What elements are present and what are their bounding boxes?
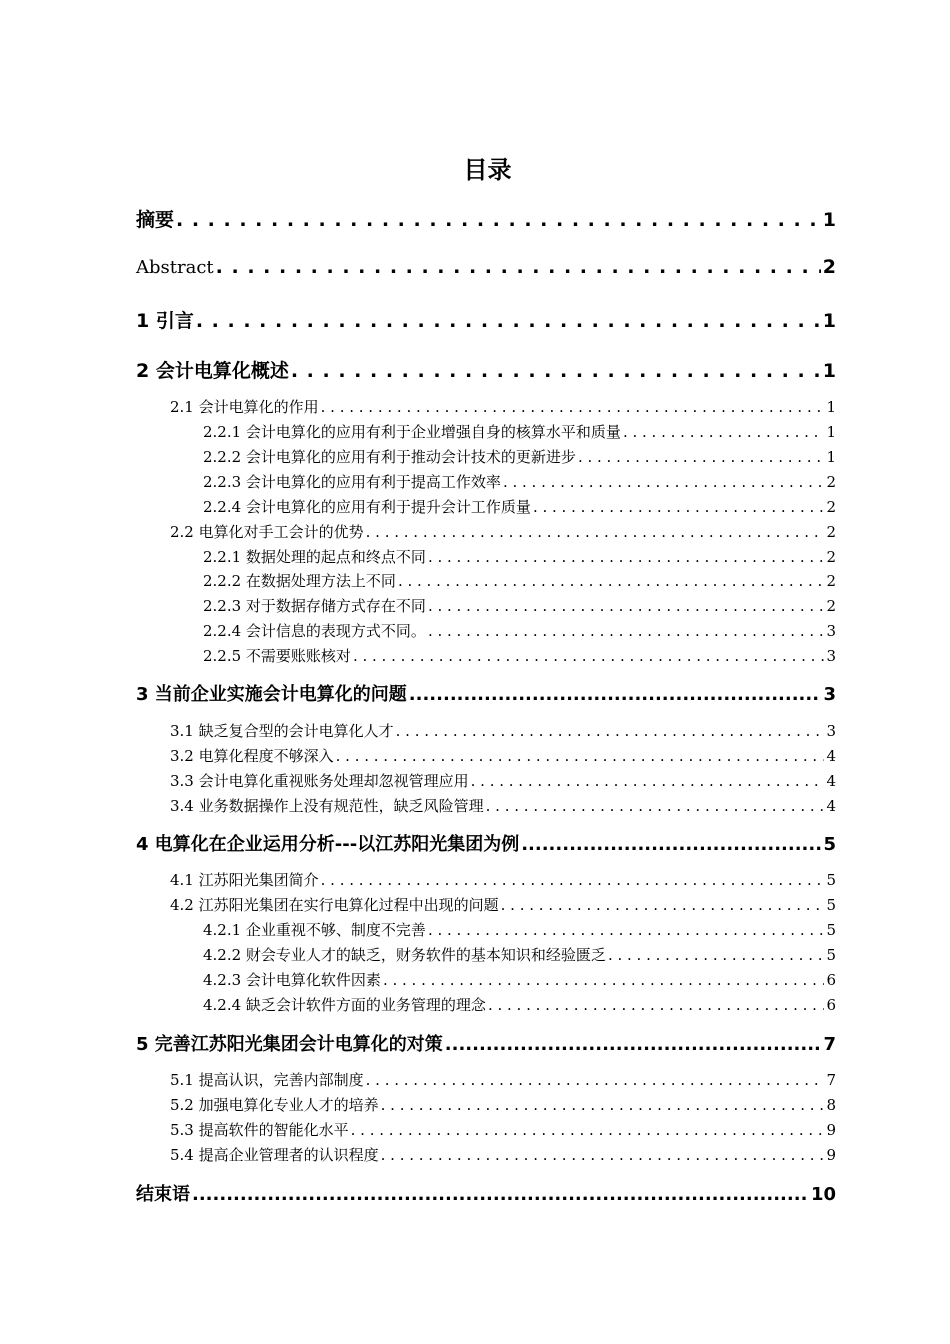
leader-dots — [428, 921, 825, 939]
toc-entry-label: 2.2.1 数据处理的起点和终点不同 — [203, 548, 426, 566]
toc-entry-label: 3 当前企业实施会计电算化的问题 — [136, 684, 407, 705]
toc-entry[interactable] — [203, 994, 836, 1015]
page-title: 目录 — [463, 156, 512, 184]
leader-dots — [428, 622, 825, 640]
toc-entry[interactable] — [203, 496, 836, 517]
toc-entry-label: 2.2.2 会计电算化的应用有利于推动会计技术的更新进步 — [203, 448, 576, 466]
toc-entry-page: 9 — [826, 1146, 836, 1164]
toc-entry-label: 2.2.3 对于数据存储方式存在不同 — [203, 597, 426, 615]
toc-entry[interactable] — [170, 1119, 836, 1140]
toc-entry-label: 4.2.2 财会专业人才的缺乏，财务软件的基本知识和经验匮乏 — [203, 946, 606, 964]
toc-entry-label: 摘要 — [136, 209, 175, 231]
toc-entry-page: 3 — [826, 722, 836, 740]
leader-dots — [351, 1121, 825, 1139]
toc-entry[interactable] — [136, 1180, 836, 1206]
toc-entry-page: 2 — [826, 473, 836, 491]
toc-entry-page: 5 — [826, 896, 836, 914]
leader-dots — [501, 896, 825, 914]
leader-dots — [216, 256, 821, 278]
leader-dots — [486, 797, 825, 815]
toc-entry[interactable] — [203, 421, 836, 442]
toc-entry-label: 5.4 提高企业管理者的认识程度 — [170, 1146, 379, 1164]
toc-entry[interactable] — [203, 620, 836, 641]
toc-entry-page: 4 — [826, 772, 836, 790]
toc-entry-page: 2 — [822, 256, 836, 278]
toc-entry-label: 2.2.5 不需要账账核对 — [203, 647, 351, 665]
toc-entry[interactable] — [136, 680, 836, 706]
leader-dots — [176, 209, 821, 231]
toc-entry[interactable] — [170, 1069, 836, 1090]
toc-entry-label: 2.2 电算化对手工会计的优势 — [170, 523, 364, 541]
toc-entry-page: 3 — [823, 684, 836, 705]
toc-entry-page: 8 — [826, 1096, 836, 1114]
leader-dots — [445, 1034, 822, 1055]
leader-dots — [428, 548, 825, 566]
toc-entry[interactable] — [203, 595, 836, 616]
toc-entry[interactable] — [170, 1094, 836, 1115]
toc-entry[interactable] — [170, 521, 836, 542]
toc-entry[interactable] — [203, 944, 836, 965]
leader-dots — [428, 597, 825, 615]
toc-entry-page: 2 — [826, 548, 836, 566]
toc-entry-label: 2.2.4 会计信息的表现方式不同。 — [203, 622, 426, 640]
leader-dots — [533, 498, 825, 516]
toc-entry-page: 2 — [826, 572, 836, 590]
leader-dots — [503, 473, 825, 491]
leader-dots — [383, 971, 825, 989]
leader-dots — [381, 1096, 825, 1114]
toc-entry-label: 2.2.2 在数据处理方法上不同 — [203, 572, 396, 590]
leader-dots — [521, 834, 821, 855]
toc-entry[interactable] — [203, 546, 836, 567]
toc-entry-page: 1 — [826, 423, 836, 441]
toc-entry-label: 3.3 会计电算化重视账务处理却忽视管理应用 — [170, 772, 469, 790]
toc-entry-label: 3.2 电算化程度不够深入 — [170, 747, 334, 765]
toc-entry[interactable] — [203, 919, 836, 940]
leader-dots — [623, 423, 825, 441]
leader-dots — [321, 871, 825, 889]
toc-entry-page: 7 — [823, 1034, 836, 1055]
toc-entry-label: 4.2.3 会计电算化软件因素 — [203, 971, 381, 989]
toc-entry-page: 9 — [826, 1121, 836, 1139]
toc-entry-page: 2 — [826, 498, 836, 516]
leader-dots — [196, 310, 821, 332]
toc-entry-page: 10 — [810, 1184, 836, 1205]
toc-entry-label: 4.2.4 缺乏会计软件方面的业务管理的理念 — [203, 996, 486, 1014]
toc-entry-page: 2 — [826, 523, 836, 541]
toc-entry[interactable] — [170, 795, 836, 816]
toc-entry[interactable] — [136, 256, 836, 278]
leader-dots — [366, 1071, 825, 1089]
leader-dots — [471, 772, 825, 790]
toc-entry[interactable] — [170, 770, 836, 791]
toc-entry[interactable] — [170, 894, 836, 915]
toc-entry-page: 5 — [826, 921, 836, 939]
toc-entry-page: 2 — [826, 597, 836, 615]
toc-entry-label: 5.2 加强电算化专业人才的培养 — [170, 1096, 379, 1114]
toc-entry[interactable] — [136, 356, 836, 383]
toc-entry-label: 结束语 — [136, 1184, 190, 1205]
toc-entry-page: 7 — [826, 1071, 836, 1089]
toc-entry-label: 3.1 缺乏复合型的会计电算化人才 — [170, 722, 394, 740]
toc-entry-page: 6 — [826, 996, 836, 1014]
toc-entry-label: 3.4 业务数据操作上没有规范性，缺乏风险管理 — [170, 797, 484, 815]
toc-entry-label: 4 电算化在企业运用分析---以江苏阳光集团为例 — [136, 834, 520, 855]
leader-dots — [398, 572, 825, 590]
toc-entry-label: 5 完善江苏阳光集团会计电算化的对策 — [136, 1034, 443, 1055]
toc-entry-label: 2.2.4 会计电算化的应用有利于提升会计工作质量 — [203, 498, 531, 516]
toc-entry[interactable] — [203, 645, 836, 666]
toc-entry-page: 5 — [826, 871, 836, 889]
leader-dots — [291, 360, 821, 382]
toc-entry[interactable] — [170, 869, 836, 890]
toc-entry-label: 5.3 提高软件的智能化水平 — [170, 1121, 349, 1139]
toc-entry-label: 4.2.1 企业重视不够、制度不完善 — [203, 921, 426, 939]
toc-entry[interactable] — [203, 446, 836, 467]
leader-dots — [192, 1184, 809, 1205]
toc-entry-label: 2 会计电算化概述 — [136, 360, 289, 382]
toc-entry[interactable] — [136, 1030, 836, 1056]
toc-entry-page: 1 — [826, 448, 836, 466]
leader-dots — [381, 1146, 825, 1164]
toc-entry-label: 2.1 会计电算化的作用 — [170, 398, 319, 416]
toc-entry-label: 1 引言 — [136, 310, 194, 332]
toc-entry[interactable] — [203, 969, 836, 990]
toc-entry-page: 3 — [826, 622, 836, 640]
leader-dots — [321, 398, 825, 416]
toc-entry[interactable] — [170, 1144, 836, 1165]
toc-entry-label: 4.2 江苏阳光集团在实行电算化过程中出现的问题 — [170, 896, 499, 914]
toc-entry-label: 4.1 江苏阳光集团简介 — [170, 871, 319, 889]
toc-entry[interactable] — [203, 471, 836, 492]
toc-entry[interactable] — [136, 205, 836, 232]
toc-entry-page: 6 — [826, 971, 836, 989]
toc-entry-label: 2.2.1 会计电算化的应用有利于企业增强自身的核算水平和质量 — [203, 423, 621, 441]
toc-entry-page: 5 — [826, 946, 836, 964]
toc-entry[interactable] — [170, 720, 836, 741]
leader-dots — [353, 647, 825, 665]
leader-dots — [578, 448, 825, 466]
toc-entry-page: 1 — [822, 209, 836, 231]
toc-entry[interactable] — [136, 830, 836, 856]
toc-entry-label: Abstract — [136, 257, 214, 278]
leader-dots — [488, 996, 825, 1014]
toc-entry-label: 2.2.3 会计电算化的应用有利于提高工作效率 — [203, 473, 501, 491]
leader-dots — [608, 946, 825, 964]
toc-entry-page: 4 — [826, 797, 836, 815]
toc-entry-page: 4 — [826, 747, 836, 765]
leader-dots — [336, 747, 825, 765]
leader-dots — [409, 684, 822, 705]
toc-entry[interactable] — [170, 745, 836, 766]
toc-entry[interactable] — [170, 396, 836, 417]
leader-dots — [396, 722, 825, 740]
toc-entry-page: 1 — [822, 360, 836, 382]
toc-entry[interactable] — [203, 570, 836, 591]
leader-dots — [366, 523, 825, 541]
toc-entry-label: 5.1 提高认识，完善内部制度 — [170, 1071, 364, 1089]
toc-entry[interactable] — [136, 306, 836, 333]
toc-entry-page: 5 — [823, 834, 836, 855]
toc-entry-page: 3 — [826, 647, 836, 665]
toc-entry-page: 1 — [826, 398, 836, 416]
toc-entry-page: 1 — [822, 310, 836, 332]
